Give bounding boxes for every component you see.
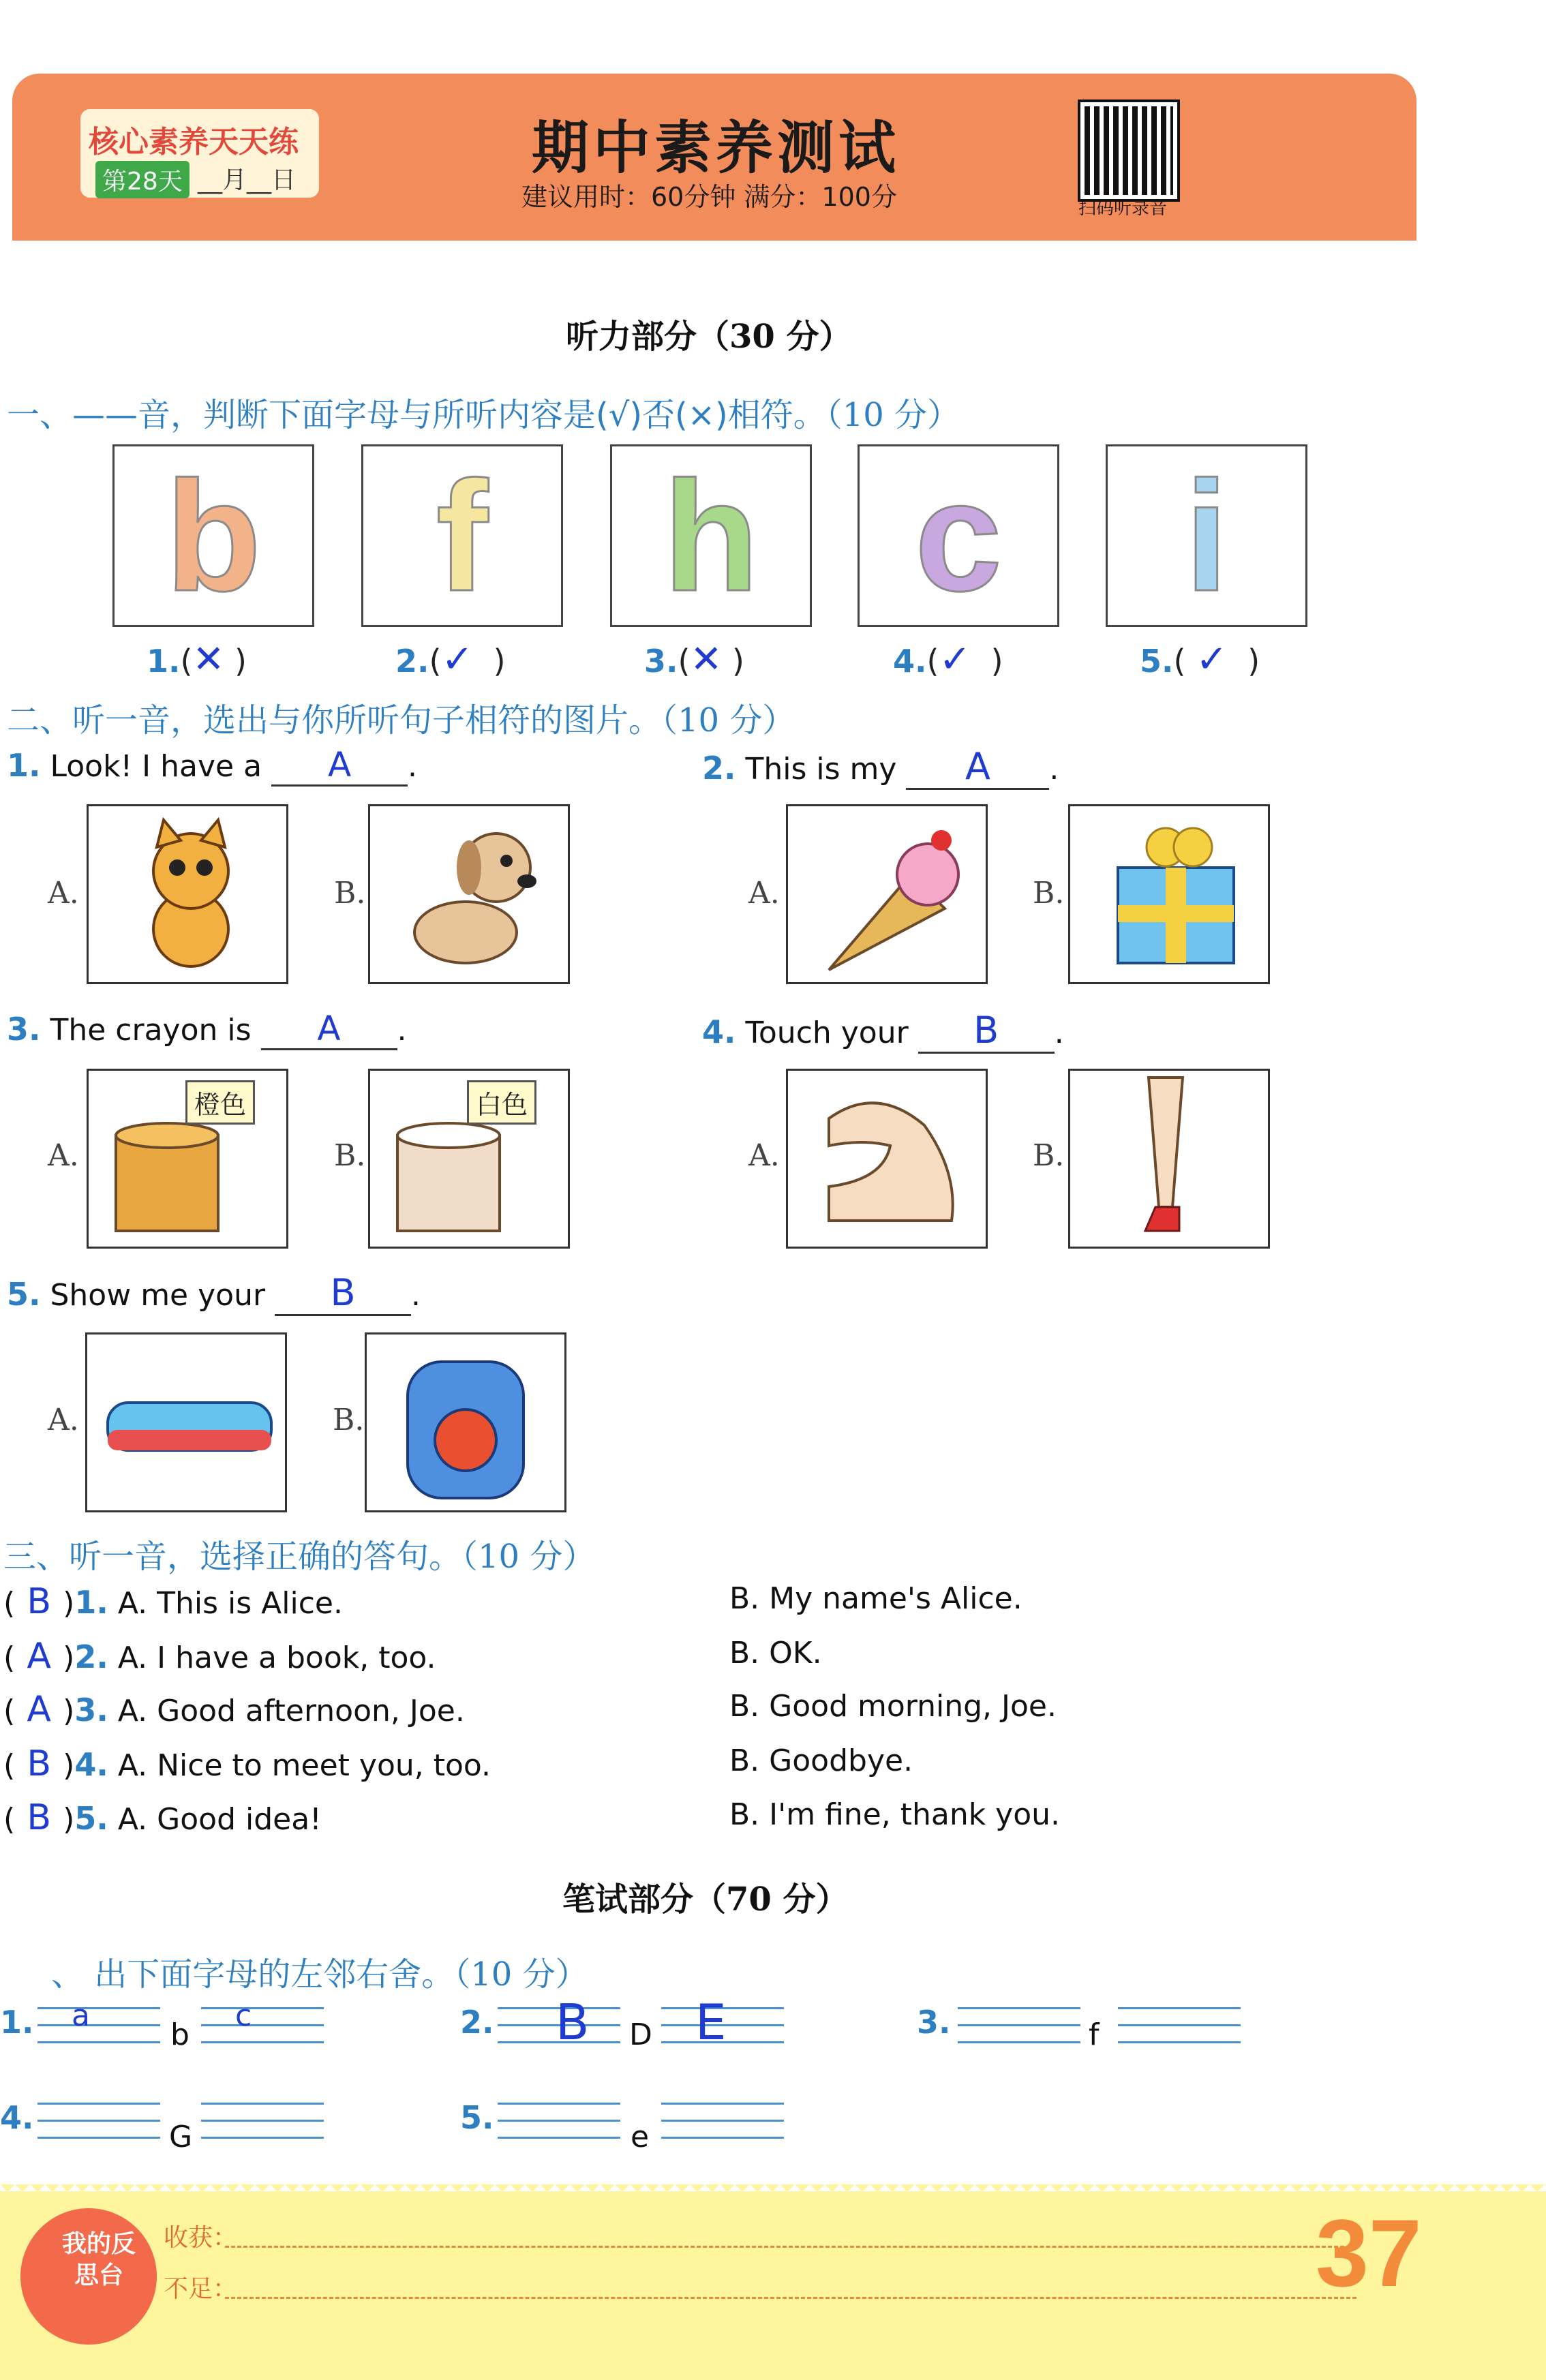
close-paren: ) xyxy=(971,643,1003,680)
q4-item-4 xyxy=(0,2099,327,2167)
q3-item-3 xyxy=(3,1689,465,1730)
q1-answer-3[interactable] xyxy=(644,637,744,682)
q3-item-1-b: B. My name's Alice. xyxy=(729,1581,1022,1616)
q4-heading xyxy=(51,1948,588,1995)
open-paren: ( xyxy=(1173,643,1196,680)
ice-cream-icon xyxy=(788,806,986,982)
q3-points: （10 分） xyxy=(461,1538,596,1576)
color-tag: 橙色 xyxy=(185,1080,255,1125)
answer-blank[interactable]: A xyxy=(27,1636,51,1677)
option-a-text: A. This is Alice. xyxy=(117,1586,343,1621)
right-neighbor-lines[interactable] xyxy=(201,2007,324,2058)
item-number: 1. xyxy=(0,2004,34,2041)
q2-item-2-sentence: 2. This is my A . xyxy=(702,745,1059,790)
q1-answer-1[interactable] xyxy=(147,637,247,682)
letter-card xyxy=(610,444,812,627)
gift-box-picture[interactable] xyxy=(1068,804,1270,984)
answer-blank[interactable]: A xyxy=(271,745,408,787)
q1-item-4 xyxy=(858,444,1059,627)
close-paren: ) xyxy=(63,1641,75,1675)
answer-blank[interactable]: B xyxy=(27,1797,52,1838)
open-paren: ( xyxy=(3,1802,16,1837)
answer-blank[interactable]: A xyxy=(906,745,1049,790)
option-a-label: A. xyxy=(48,1403,79,1437)
q3-item-4-b: B. Goodbye. xyxy=(729,1743,913,1778)
q1-item-1 xyxy=(112,444,314,627)
schoolbag-icon xyxy=(367,1334,564,1510)
option-b-label: B. xyxy=(1033,1138,1065,1173)
qr-label: 扫码听录音 xyxy=(1078,198,1168,219)
q2-heading xyxy=(7,694,795,741)
item-number: 1. xyxy=(74,1584,108,1621)
right-neighbor-answer: E xyxy=(695,1994,727,2051)
page-number: 37 xyxy=(1316,2199,1422,2306)
answer-mark: ✓ xyxy=(1196,637,1228,682)
q4-heading-text: 、 出下面字母的左邻右舍。 xyxy=(51,1955,455,1994)
badge-title: 核心素养天天练 xyxy=(89,125,299,159)
q3-item-2 xyxy=(3,1636,436,1677)
item-number: 4. xyxy=(0,2099,34,2136)
cat-picture[interactable] xyxy=(87,804,288,984)
q4-item-2 xyxy=(460,1994,787,2072)
option-a-label: A. xyxy=(748,1138,780,1173)
right-neighbor-lines[interactable] xyxy=(661,2103,784,2154)
q4-item-3 xyxy=(917,2004,1244,2072)
q1-item-5 xyxy=(1106,444,1307,627)
q3-heading xyxy=(3,1530,595,1577)
letter-card xyxy=(112,444,314,627)
close-paren: ) xyxy=(224,643,247,680)
close-paren: ) xyxy=(1227,643,1260,680)
option-b-label: B. xyxy=(333,1403,365,1437)
close-paren: ) xyxy=(722,643,744,680)
letter-card xyxy=(361,444,563,627)
given-letter: e xyxy=(631,2120,650,2154)
gain-label: 收获： xyxy=(164,2224,238,2252)
page-subtitle: 建议用时：60分钟 满分：100分 xyxy=(521,182,897,212)
option-b-label: B. xyxy=(334,1138,366,1173)
arm-icon xyxy=(788,1071,986,1247)
given-letter: D xyxy=(629,2017,652,2052)
q2-points: （10 分） xyxy=(661,701,795,739)
answer-blank[interactable]: B xyxy=(27,1743,52,1784)
option-a-text: A. Good idea! xyxy=(117,1802,322,1837)
dog-icon xyxy=(370,806,568,982)
q2-item-5-sentence: 5. Show me your B . xyxy=(7,1271,421,1316)
open-paren: ( xyxy=(3,1641,16,1675)
q1-points: （10 分） xyxy=(825,396,960,434)
card-letter: c xyxy=(915,448,1002,624)
answer-blank[interactable]: B xyxy=(918,1009,1055,1054)
q3-item-3-b: B. Good morning, Joe. xyxy=(729,1689,1057,1724)
page-title: 期中素养测试 xyxy=(532,115,900,181)
q1-heading-text: 一、——音，判断下面字母与所听内容是(√)否(×)相符。 xyxy=(7,396,826,434)
right-neighbor-lines[interactable] xyxy=(1118,2007,1241,2058)
color-tag: 白色 xyxy=(467,1080,536,1125)
item-number: 5. xyxy=(1140,643,1174,680)
sentence-text: This is my xyxy=(745,752,897,787)
given-letter: b xyxy=(170,2017,190,2052)
sentence-text: Show me your xyxy=(50,1278,266,1313)
item-number: 3. xyxy=(644,643,678,680)
q2-item-1-sentence: 1. Look! I have a A . xyxy=(7,745,417,787)
sentence-text: Touch your xyxy=(745,1016,909,1050)
pencil-box-picture[interactable] xyxy=(85,1332,287,1512)
open-paren: ( xyxy=(678,643,691,680)
right-neighbor-answer: c xyxy=(235,1998,252,2033)
answer-blank[interactable]: A xyxy=(261,1009,397,1050)
left-neighbor-lines[interactable] xyxy=(958,2007,1080,2058)
open-paren: ( xyxy=(926,643,939,680)
q3-item-4 xyxy=(3,1743,491,1784)
right-neighbor-lines[interactable] xyxy=(201,2103,324,2154)
badge-day: 第28天 xyxy=(95,161,190,198)
q1-answer-4[interactable] xyxy=(893,637,1003,682)
item-number: 2. xyxy=(395,643,429,680)
q3-item-5 xyxy=(3,1797,322,1838)
q2-heading-text: 二、听一音，选出与你所听句子相符的图片。 xyxy=(7,701,662,739)
answer-mark: ✓ xyxy=(441,637,474,682)
card-letter: h xyxy=(663,448,759,624)
q3-item-2-b: B. OK. xyxy=(729,1636,822,1670)
q1-answer-2[interactable] xyxy=(395,637,506,682)
q2-item-4-sentence: 4. Touch your B . xyxy=(702,1009,1064,1054)
item-number: 1. xyxy=(147,643,181,680)
left-neighbor-lines[interactable] xyxy=(37,2007,160,2058)
q4-points: （10 分） xyxy=(454,1955,588,1994)
badge-date: __月__日 xyxy=(198,166,297,194)
q1-answer-5[interactable] xyxy=(1140,637,1260,682)
answer-mark: ✕ xyxy=(192,637,225,682)
item-number: 4. xyxy=(74,1746,108,1783)
answer-blank[interactable]: B xyxy=(275,1271,411,1316)
gift-icon xyxy=(1070,806,1268,982)
item-number: 2. xyxy=(74,1638,108,1675)
gain-line[interactable] xyxy=(225,2246,1356,2248)
listening-section-title: 听力部分（30 分） xyxy=(566,318,852,356)
item-number: 1. xyxy=(7,747,41,784)
open-paren: ( xyxy=(3,1586,16,1621)
dog-picture[interactable] xyxy=(368,804,570,984)
arm-picture[interactable] xyxy=(786,1069,988,1249)
ice-cream-picture[interactable] xyxy=(786,804,988,984)
writing-section-title: 笔试部分（70 分） xyxy=(562,1880,849,1919)
item-number: 3. xyxy=(917,2004,951,2041)
item-number: 4. xyxy=(893,643,927,680)
item-number: 3. xyxy=(7,1011,41,1048)
item-number: 3. xyxy=(74,1692,108,1728)
header-zigzag-edge xyxy=(12,225,1416,245)
item-number: 5. xyxy=(460,2099,494,2136)
item-number: 5. xyxy=(74,1800,108,1837)
close-paren: ) xyxy=(473,643,506,680)
sentence-text: The crayon is xyxy=(50,1013,252,1048)
card-letter: b xyxy=(165,448,262,624)
q3-heading-text: 三、听一音，选择正确的答句。 xyxy=(3,1538,462,1576)
lack-label: 不足： xyxy=(164,2275,238,2303)
option-a-text: A. I have a book, too. xyxy=(117,1641,436,1675)
leg-icon xyxy=(1070,1071,1268,1247)
reflection-badge: 我的反思台 xyxy=(61,2230,136,2289)
leg-picture[interactable] xyxy=(1068,1069,1270,1249)
option-a-text: A. Nice to meet you, too. xyxy=(117,1748,491,1783)
q4-item-1 xyxy=(0,1998,327,2072)
open-paren: ( xyxy=(3,1694,16,1728)
sentence-text: Look! I have a xyxy=(50,749,262,784)
close-paren: ) xyxy=(63,1802,75,1837)
item-number: 4. xyxy=(702,1013,736,1050)
option-b-label: B. xyxy=(1033,876,1065,911)
left-neighbor-answer: a xyxy=(72,1998,90,2033)
option-a-label: A. xyxy=(48,1138,79,1173)
q1-item-3 xyxy=(610,444,812,627)
q3-item-5-b: B. I'm fine, thank you. xyxy=(729,1797,1061,1832)
open-paren: ( xyxy=(429,643,442,680)
answer-blank[interactable]: B xyxy=(27,1581,52,1622)
answer-mark: ✕ xyxy=(690,637,723,682)
option-a-label: A. xyxy=(48,876,79,911)
left-neighbor-lines[interactable] xyxy=(37,2103,160,2154)
letter-card xyxy=(858,444,1059,627)
option-b-label: B. xyxy=(334,876,366,911)
cat-icon xyxy=(89,806,286,982)
given-letter: f xyxy=(1089,2017,1100,2052)
q1-heading xyxy=(7,388,960,436)
card-letter: i xyxy=(1185,448,1228,624)
item-number: 5. xyxy=(7,1276,41,1313)
open-paren: ( xyxy=(3,1748,16,1783)
q2-item-3-sentence: 3. The crayon is A . xyxy=(7,1009,407,1050)
item-number: 2. xyxy=(460,2004,494,2041)
q1-item-2 xyxy=(361,444,563,627)
q4-item-5 xyxy=(460,2099,787,2167)
left-neighbor-lines[interactable] xyxy=(498,2103,620,2154)
schoolbag-picture[interactable] xyxy=(365,1332,566,1512)
answer-blank[interactable]: A xyxy=(27,1689,51,1730)
given-letter: G xyxy=(169,2120,193,2154)
pencil-box-icon xyxy=(87,1334,285,1510)
open-paren: ( xyxy=(180,643,193,680)
card-letter: f xyxy=(436,448,489,624)
close-paren: ) xyxy=(63,1748,75,1783)
letter-card xyxy=(1106,444,1307,627)
option-a-label: A. xyxy=(748,876,780,911)
close-paren: ) xyxy=(63,1694,75,1728)
left-neighbor-answer: B xyxy=(556,1994,590,2051)
lack-line[interactable] xyxy=(225,2297,1356,2299)
item-number: 2. xyxy=(702,750,736,787)
close-paren: ) xyxy=(63,1586,75,1621)
answer-mark: ✓ xyxy=(939,637,971,682)
qr-code-icon[interactable] xyxy=(1080,102,1177,199)
option-a-text: A. Good afternoon, Joe. xyxy=(117,1694,465,1728)
q3-item-1 xyxy=(3,1581,343,1622)
